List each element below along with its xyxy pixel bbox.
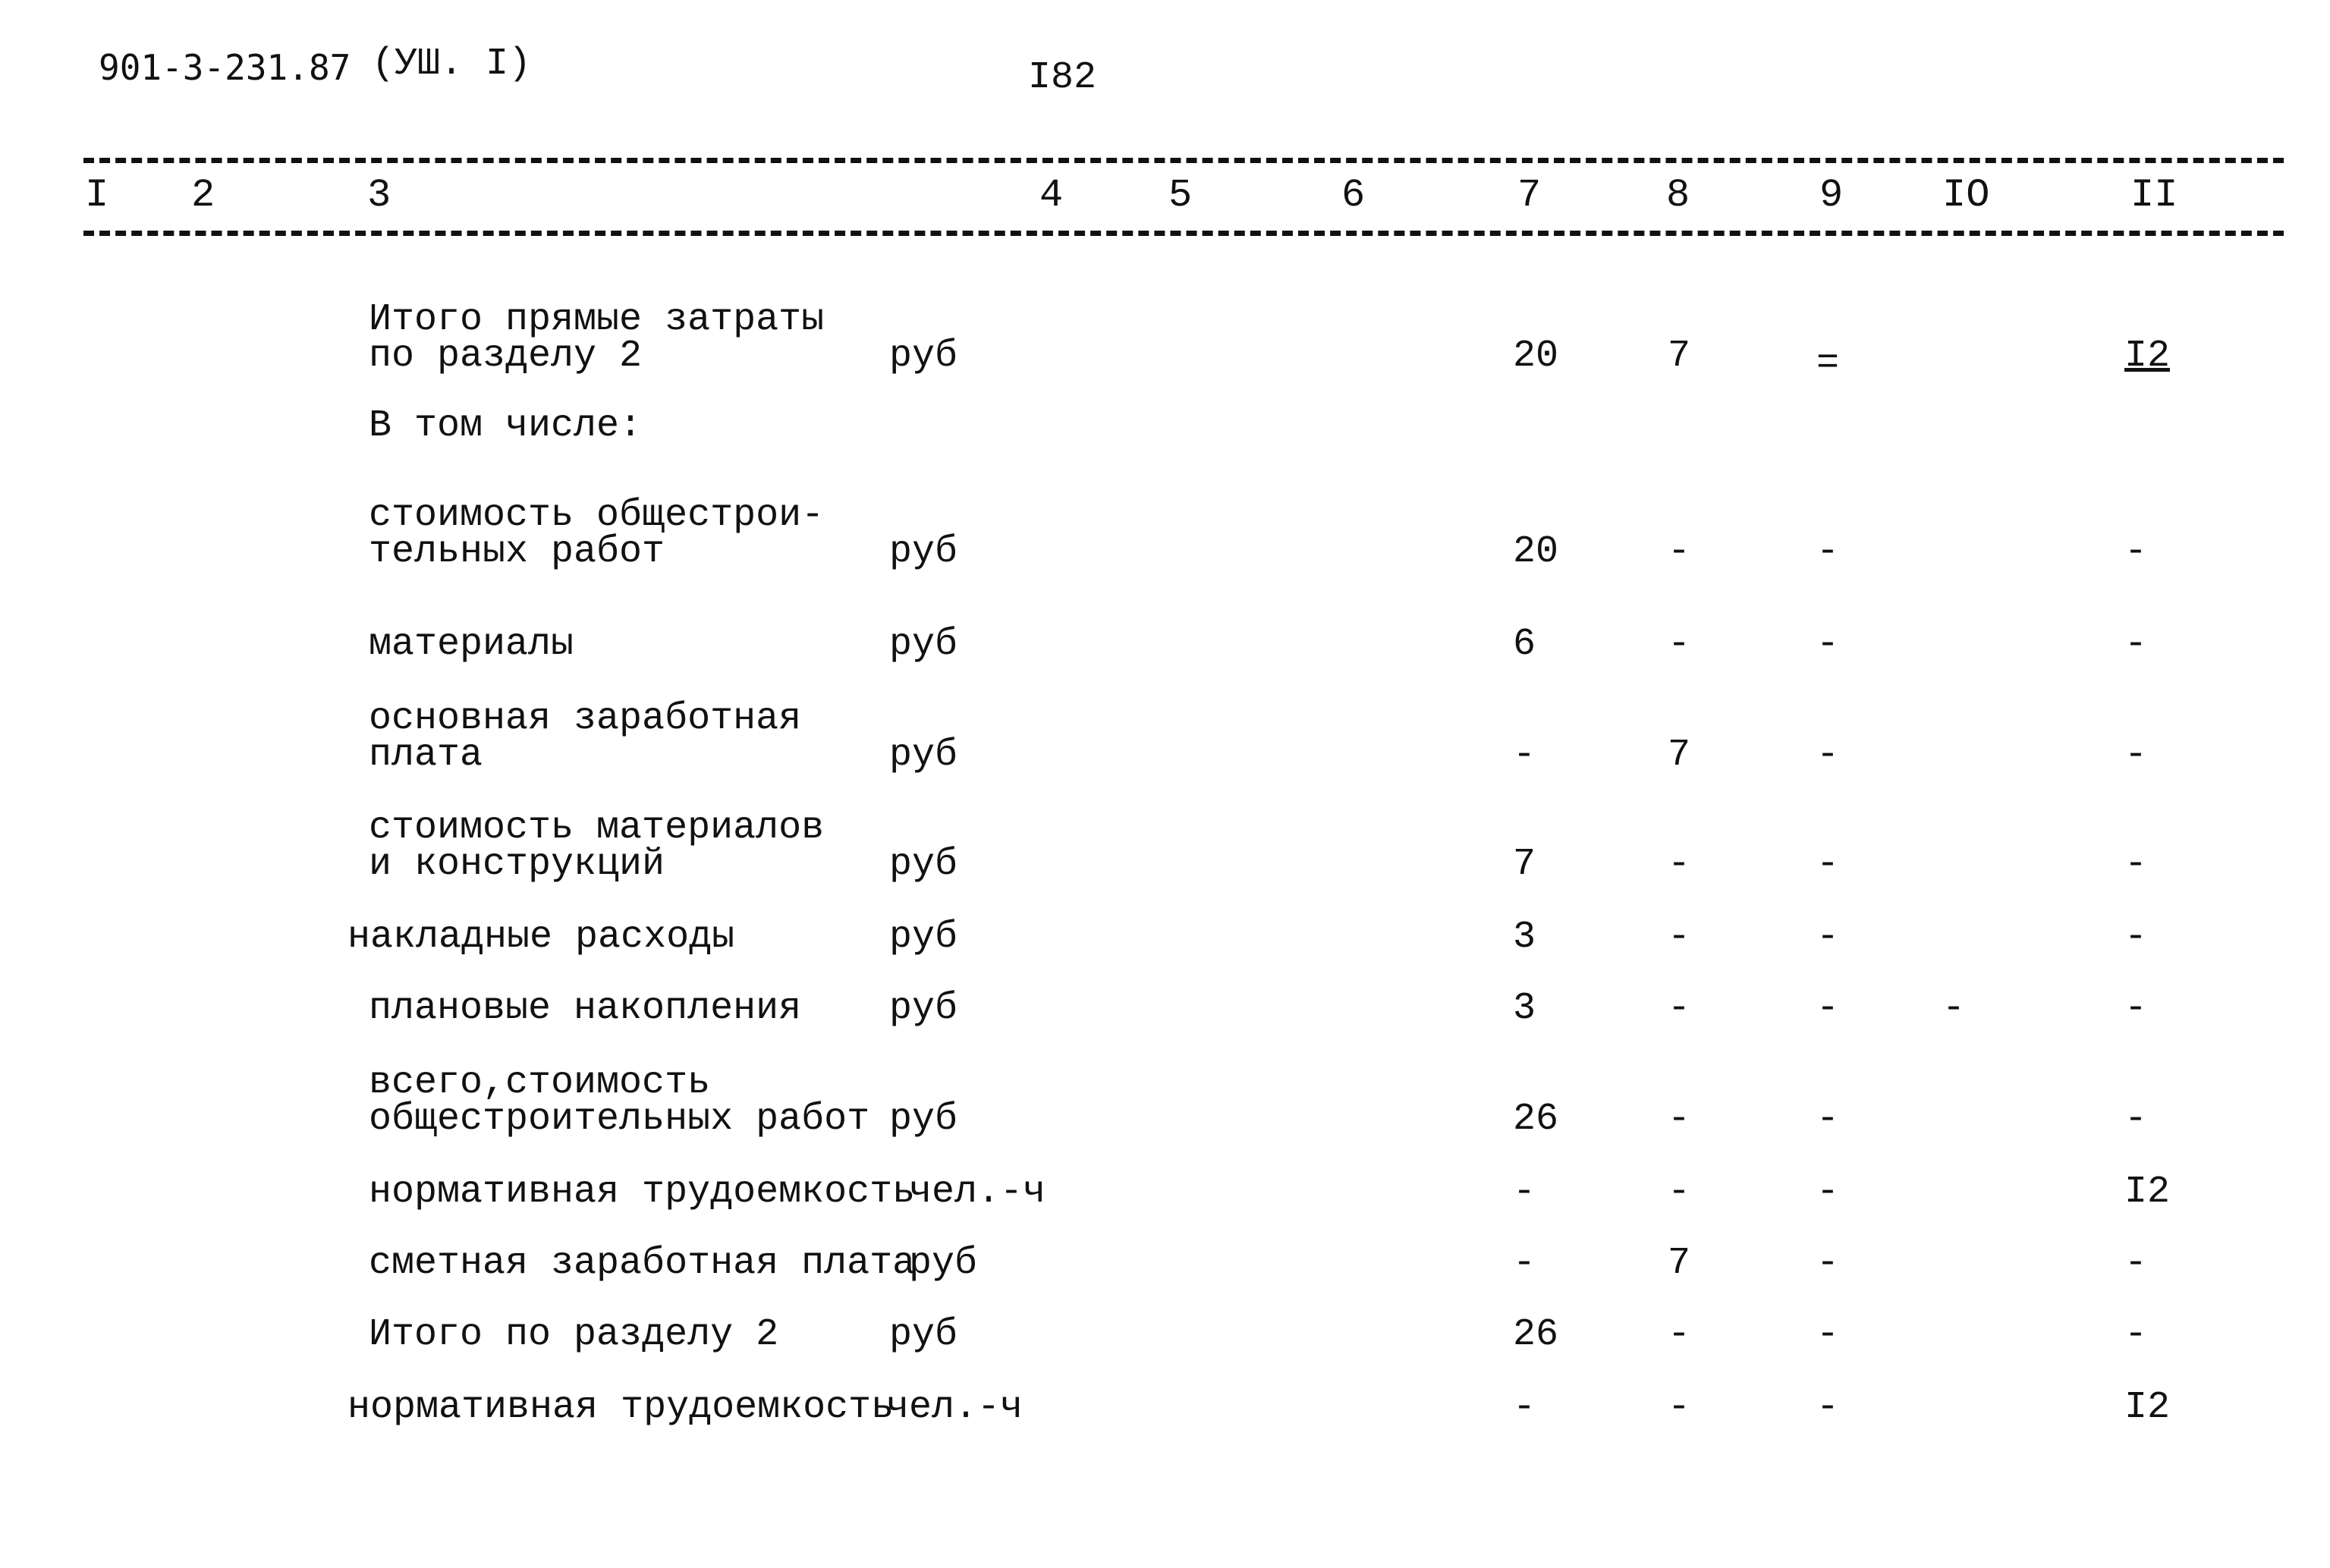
header-bottom-rule [83, 231, 2284, 236]
row-unit: руб [889, 530, 958, 573]
cell-col-7: - [1513, 1386, 1536, 1429]
cell-col-7: 6 [1513, 623, 1536, 666]
sheet-reference: (УШ. I) [372, 42, 532, 86]
cell-col-8: - [1668, 1313, 1691, 1356]
column-number-10: IO [1942, 173, 1990, 218]
row-label-line: основная заработная [369, 697, 802, 740]
cell-col-7: 26 [1513, 1098, 1559, 1141]
cell-col-8: 7 [1668, 734, 1691, 777]
row-unit: чел.-ч [886, 1386, 1024, 1429]
cell-col-8: - [1668, 1098, 1691, 1141]
row-label-line: Итого по разделу 2 [369, 1313, 779, 1356]
row-label-line: В том числе: [369, 404, 643, 448]
row-label-line: Итого прямые затраты [369, 298, 825, 341]
cell-col-8: - [1668, 987, 1691, 1030]
cell-col-11: - [2124, 530, 2148, 573]
document-code: 901-3-231.87 [99, 47, 351, 88]
column-number-9: 9 [1819, 173, 1844, 218]
row-label-line: материалы [369, 623, 574, 666]
cell-col-7: 26 [1513, 1313, 1559, 1356]
header-top-rule [83, 158, 2284, 163]
row-unit: руб [889, 987, 958, 1030]
row-label-line: плановые накопления [369, 987, 802, 1030]
cell-col-7: 3 [1513, 916, 1536, 959]
cell-col-7: 7 [1513, 843, 1536, 886]
cell-col-9: - [1816, 623, 1840, 666]
cell-col-8: 7 [1668, 1242, 1691, 1285]
cell-col-8: 7 [1668, 335, 1691, 378]
cell-col-9: - [1816, 1171, 1840, 1214]
row-unit: руб [889, 1313, 958, 1356]
row-unit: руб [909, 1242, 978, 1285]
column-number-8: 8 [1666, 173, 1690, 218]
row-unit: руб [889, 623, 958, 666]
cell-col-11: - [2124, 623, 2148, 666]
cell-col-11: - [2124, 987, 2148, 1030]
row-label-line: по разделу 2 [369, 335, 643, 378]
cell-col-11: - [2124, 734, 2148, 777]
cell-col-8: - [1668, 623, 1691, 666]
row-unit: руб [889, 916, 958, 959]
row-unit: чел.-ч [909, 1171, 1046, 1214]
cell-col-8: - [1668, 1171, 1691, 1214]
row-label-line: сметная заработная плата [369, 1242, 916, 1285]
cell-col-8: - [1668, 843, 1691, 886]
cell-col-11: I2 [2124, 335, 2171, 378]
column-number-6: 6 [1341, 173, 1366, 218]
cell-col-7: - [1513, 734, 1536, 777]
column-number-5: 5 [1168, 173, 1193, 218]
cell-col-7: 20 [1513, 530, 1559, 573]
row-unit: руб [889, 1098, 958, 1141]
cell-col-9: - [1816, 1098, 1840, 1141]
cell-col-10: - [1942, 987, 1966, 1030]
cell-col-11: I2 [2124, 1386, 2171, 1429]
cell-col-9: - [1816, 734, 1840, 777]
row-label-line: нормативная трудоемкость [369, 1171, 916, 1214]
cell-col-9: - [1816, 843, 1840, 886]
cell-col-11: - [2124, 1242, 2148, 1285]
row-label-line: общестроительных работ [369, 1098, 870, 1141]
cell-col-7: 20 [1513, 335, 1559, 378]
row-unit: руб [889, 734, 958, 777]
cell-col-9: - [1816, 1242, 1840, 1285]
cell-col-7: - [1513, 1242, 1536, 1285]
cell-col-9: - [1816, 530, 1840, 573]
cell-col-7: 3 [1513, 987, 1536, 1030]
row-label-line: стоимость материалов [369, 806, 825, 850]
row-label-line: тельных работ [369, 530, 665, 573]
row-label-line: плата [369, 734, 483, 777]
cell-col-11: - [2124, 1313, 2148, 1356]
cell-col-8: - [1668, 1386, 1691, 1429]
row-unit: руб [889, 843, 958, 886]
row-label-line: стоимость общестрои- [369, 494, 825, 537]
column-number-7: 7 [1517, 173, 1542, 218]
column-number-1: I [85, 173, 109, 218]
column-number-3: 3 [367, 173, 391, 218]
cell-col-7: - [1513, 1171, 1536, 1214]
cell-col-9: - [1816, 916, 1840, 959]
column-number-11: II [2130, 173, 2178, 218]
cell-col-9: = [1816, 342, 1840, 385]
row-label-line: всего,стоимость [369, 1061, 711, 1105]
cell-col-9: - [1816, 1313, 1840, 1356]
cell-col-9: - [1816, 1386, 1840, 1429]
cell-col-11: I2 [2124, 1171, 2171, 1214]
cell-col-11: - [2124, 843, 2148, 886]
row-label-line: нормативная трудоемкость [347, 1386, 895, 1429]
cell-col-8: - [1668, 916, 1691, 959]
cell-col-11: - [2124, 916, 2148, 959]
row-unit: руб [889, 335, 958, 378]
column-number-4: 4 [1039, 173, 1064, 218]
column-number-2: 2 [191, 173, 215, 218]
cell-col-8: - [1668, 530, 1691, 573]
row-label-line: накладные расходы [347, 916, 735, 959]
page-number: I82 [1028, 56, 1097, 99]
cell-col-9: - [1816, 987, 1840, 1030]
cell-col-11: - [2124, 1098, 2148, 1141]
row-label-line: и конструкций [369, 843, 665, 886]
